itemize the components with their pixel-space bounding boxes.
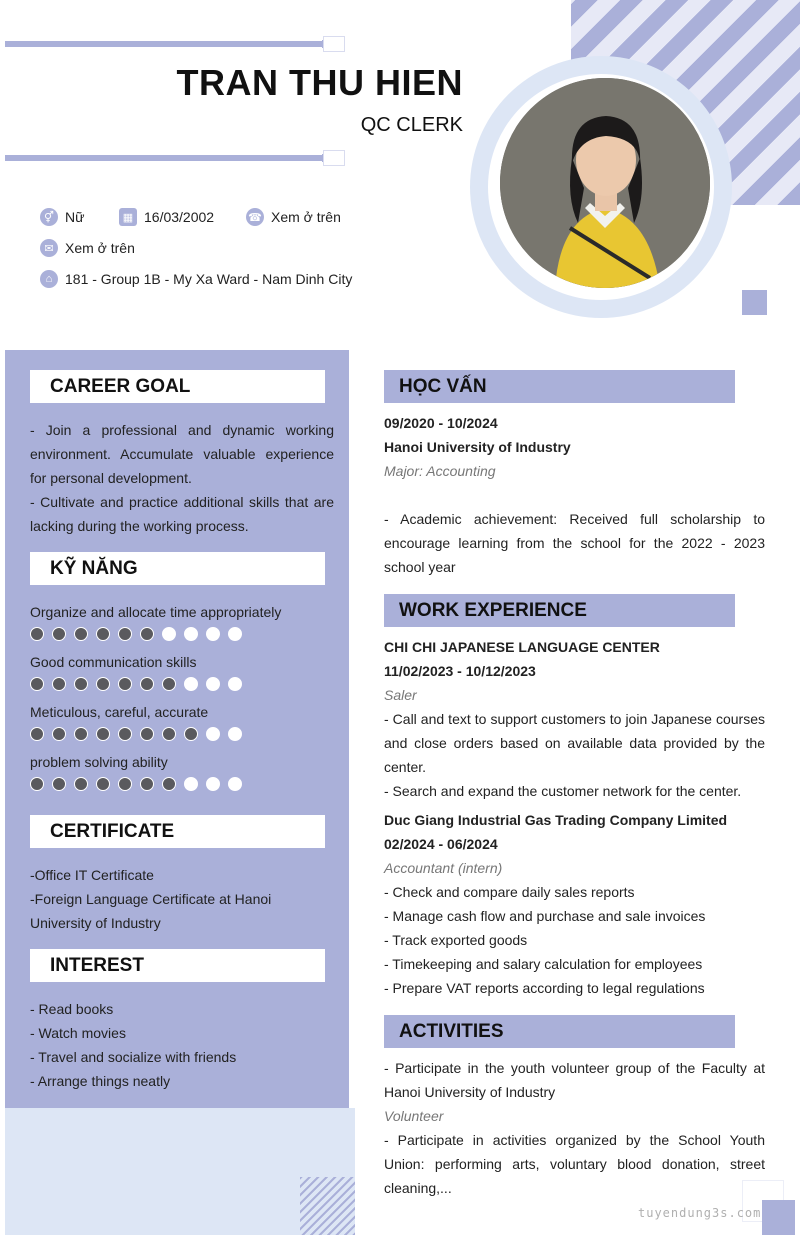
rating-dot-filled — [140, 677, 154, 691]
job-duty: - Check and compare daily sales reports — [384, 884, 635, 900]
rating-dot-filled — [118, 677, 132, 691]
skill-label: Meticulous, careful, accurate — [30, 704, 209, 720]
home-icon: ⌂ — [40, 270, 58, 288]
skill-rating — [30, 677, 242, 691]
skill-rating — [30, 777, 242, 791]
rating-dot-empty — [228, 777, 242, 791]
rating-dot-filled — [30, 627, 44, 641]
rating-dot-empty — [228, 677, 242, 691]
skill-rating — [30, 727, 242, 741]
rating-dot-filled — [74, 777, 88, 791]
address-value: 181 - Group 1B - My Xa Ward - Nam Dinh City — [65, 271, 353, 287]
rating-dot-empty — [184, 677, 198, 691]
address-info — [40, 270, 352, 288]
job-duty: - Manage cash flow and purchase and sale invoices — [384, 908, 706, 924]
job-company: Duc Giang Industrial Gas Trading Company Limited — [384, 812, 728, 828]
watermark: tuyendung3s.com — [638, 1206, 762, 1220]
education-achievement: - Academic achievement: Received full scholarship to encourage learning from the school for the 2022 - 2023 school year — [384, 511, 765, 575]
phone-info — [246, 208, 341, 226]
rating-dot-filled — [96, 627, 110, 641]
rating-dot-filled — [140, 627, 154, 641]
job-period: 02/2024 - 06/2024 — [384, 836, 498, 852]
activities-heading: ACTIVITIES — [384, 1015, 735, 1048]
rating-dot-filled — [118, 627, 132, 641]
decor-square — [742, 290, 767, 315]
phone-value: Xem ở trên — [271, 209, 341, 225]
certificate-line-2: -Foreign Language Certificate at Hanoi University of Industry — [30, 891, 272, 931]
rating-dot-filled — [74, 627, 88, 641]
skill-label: Organize and allocate time appropriately — [30, 604, 282, 620]
job-role: Saler — [384, 687, 417, 703]
mail-icon: ✉ — [40, 239, 58, 257]
gender-info — [40, 208, 84, 226]
rating-dot-empty — [228, 627, 242, 641]
rating-dot-filled — [30, 677, 44, 691]
certificate-line-1: -Office IT Certificate — [30, 867, 154, 883]
certificate-heading: CERTIFICATE — [30, 815, 325, 848]
dob-value: 16/03/2002 — [144, 209, 215, 225]
interest-line: - Watch movies — [30, 1025, 126, 1041]
education-period: 09/2020 - 10/2024 — [384, 415, 498, 431]
profile-photo — [500, 78, 710, 288]
skills-heading: KỸ NĂNG — [30, 552, 325, 585]
calendar-icon: ▦ — [119, 208, 137, 226]
email-value: Xem ở trên — [65, 240, 135, 256]
skill-label: problem solving ability — [30, 754, 168, 770]
profile-photo-illustration — [500, 78, 710, 288]
rating-dot-filled — [52, 677, 66, 691]
gender-value: Nữ — [65, 209, 85, 225]
rating-dot-filled — [30, 777, 44, 791]
education-major: Major: Accounting — [384, 463, 496, 479]
job-title: QC CLERK — [360, 114, 463, 136]
rating-dot-filled — [140, 777, 154, 791]
rating-dot-filled — [118, 777, 132, 791]
rating-dot-filled — [30, 727, 44, 741]
rating-dot-empty — [162, 627, 176, 641]
rating-dot-empty — [184, 627, 198, 641]
career-goal-line-1: - Join a professional and dynamic working environment. Accumulate valuable experience for personal development. — [30, 422, 334, 486]
rating-dot-filled — [162, 777, 176, 791]
rating-dot-filled — [52, 627, 66, 641]
job-duty: - Track exported goods — [384, 932, 528, 948]
header-rule-top-end — [323, 36, 345, 52]
candidate-name: TRAN THU HIEN — [176, 62, 463, 103]
job-company: CHI CHI JAPANESE LANGUAGE CENTER — [384, 639, 660, 655]
rating-dot-filled — [96, 777, 110, 791]
gender-icon: ⚥ — [40, 208, 58, 226]
corner-square — [762, 1200, 795, 1235]
rating-dot-filled — [118, 727, 132, 741]
header-rule-bottom — [5, 155, 327, 161]
rating-dot-filled — [96, 677, 110, 691]
header-rule-bottom-end — [323, 150, 345, 166]
education-heading: HỌC VẤN — [384, 370, 735, 403]
rating-dot-filled — [184, 727, 198, 741]
activity-item-2: - Participate in activities organized by the School Youth Union: performing arts, voluntary blood donation, street cleaning,... — [384, 1132, 765, 1196]
skill-label: Good communication skills — [30, 654, 197, 670]
phone-icon: ☎ — [246, 208, 264, 226]
rating-dot-empty — [206, 677, 220, 691]
rating-dot-filled — [140, 727, 154, 741]
education-school: Hanoi University of Industry — [384, 439, 571, 455]
rating-dot-filled — [162, 677, 176, 691]
interest-heading: INTEREST — [30, 949, 325, 982]
interest-line: - Travel and socialize with friends — [30, 1049, 237, 1065]
rating-dot-empty — [184, 777, 198, 791]
header-rule-top — [5, 41, 327, 47]
rating-dot-filled — [96, 727, 110, 741]
rating-dot-filled — [74, 677, 88, 691]
dob-info — [119, 208, 214, 226]
rating-dot-empty — [228, 727, 242, 741]
interest-line: - Arrange things neatly — [30, 1073, 171, 1089]
job-duty: - Prepare VAT reports according to legal regulations — [384, 980, 705, 996]
rating-dot-filled — [162, 727, 176, 741]
rating-dot-empty — [206, 727, 220, 741]
skill-rating — [30, 627, 242, 641]
job-duty: - Timekeeping and salary calculation for employees — [384, 956, 703, 972]
footer-hatch — [300, 1177, 355, 1235]
rating-dot-filled — [74, 727, 88, 741]
job-duty: - Search and expand the customer network for the center. — [384, 783, 742, 799]
rating-dot-empty — [206, 777, 220, 791]
job-role: Accountant (intern) — [384, 860, 503, 876]
activity-role: Volunteer — [384, 1108, 444, 1124]
email-info — [40, 239, 135, 257]
career-goal-line-2: - Cultivate and practice additional skills that are lacking during the working process. — [30, 494, 334, 534]
career-goal-heading: CAREER GOAL — [30, 370, 325, 403]
rating-dot-filled — [52, 727, 66, 741]
interest-line: - Read books — [30, 1001, 114, 1017]
work-heading: WORK EXPERIENCE — [384, 594, 735, 627]
rating-dot-filled — [52, 777, 66, 791]
job-duty: - Call and text to support customers to join Japanese courses and close orders based on available data provided by the center. — [384, 711, 765, 775]
rating-dot-empty — [206, 627, 220, 641]
job-period: 11/02/2023 - 10/12/2023 — [384, 663, 536, 679]
activity-item-1: - Participate in the youth volunteer group of the Faculty at Hanoi University of Industry — [384, 1060, 765, 1100]
